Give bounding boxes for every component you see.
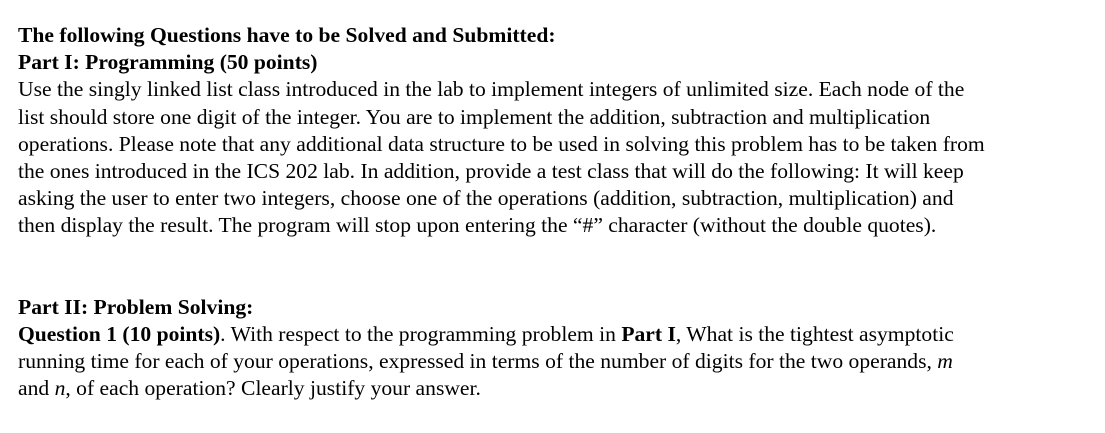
question1-text-b: , What is the tightest asymptotic bbox=[675, 321, 954, 346]
part1-line-6: then display the result. The program will stop upon entering the “#” character (without the double quotes). bbox=[18, 213, 937, 238]
question1-line3-text-b: , of each operation? Clearly justify your answer. bbox=[65, 376, 481, 401]
part1-line-3: operations. Please note that any additional data structure to be used in solving this problem has to be taken from bbox=[18, 131, 985, 156]
part1-heading: Part I: Programming (50 points) bbox=[18, 50, 318, 75]
part2-heading: Part II: Problem Solving: bbox=[18, 294, 254, 319]
question1-line3-text-a: and bbox=[18, 376, 55, 401]
part1-line-5: asking the user to enter two integers, choose one of the operations (addition, subtraction, multiplication) and bbox=[18, 186, 954, 211]
question1-label: Question 1 (10 points) bbox=[18, 321, 221, 346]
document-title: The following Questions have to be Solved and Submitted: bbox=[18, 23, 556, 47]
part1-line-4: the ones introduced in the ICS 202 lab. In addition, provide a test class that will do the following: It will keep bbox=[18, 159, 964, 184]
question1-part-ref: Part I bbox=[621, 321, 676, 346]
variable-n: n bbox=[54, 376, 66, 401]
part1-paragraph bbox=[18, 76, 1100, 239]
part1-line-1: Use the singly linked list class introduced in the lab to implement integers of unlimited size. Each node of the bbox=[18, 77, 965, 102]
question1-line2-text: running time for each of your operations, expressed in terms of the number of digits for the two operands, bbox=[18, 349, 938, 374]
question1-paragraph bbox=[18, 321, 1100, 403]
question1-text-a: . With respect to the programming problem in bbox=[220, 321, 622, 346]
document-body bbox=[18, 22, 1100, 402]
section-spacer bbox=[18, 240, 1100, 294]
question1-line-1 bbox=[18, 321, 1100, 348]
part1-line-2: list should store one digit of the integer. You are to implement the addition, subtraction and multiplication bbox=[18, 104, 931, 129]
question1-line-3 bbox=[18, 375, 1100, 402]
variable-m: m bbox=[937, 349, 953, 374]
question1-line-2 bbox=[18, 348, 1100, 375]
